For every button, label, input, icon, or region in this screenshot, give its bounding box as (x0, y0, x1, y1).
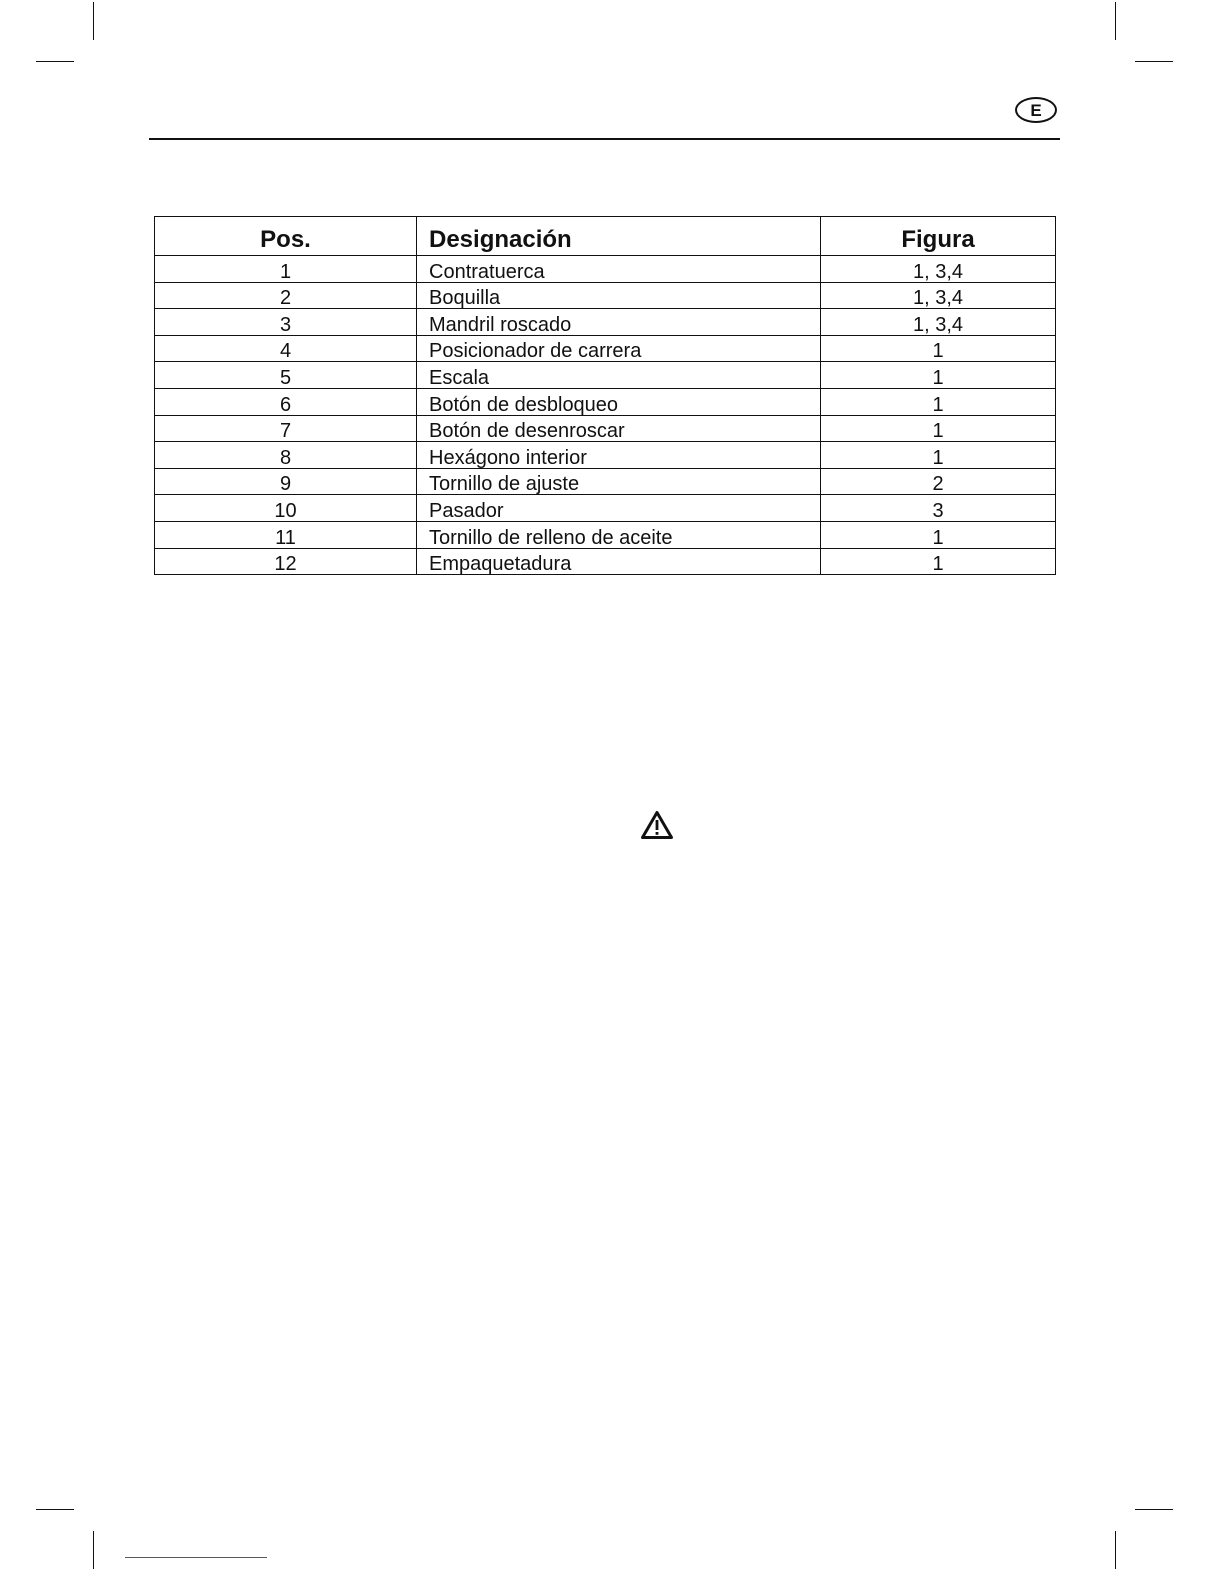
table-row (155, 468, 1056, 495)
cell-designation: Botón de desenroscar (417, 415, 821, 442)
cell-pos: 8 (155, 442, 417, 469)
cell-pos: 9 (155, 468, 417, 495)
header-designation: Designación (417, 217, 821, 256)
cell-designation: Mandril roscado (417, 309, 821, 336)
crop-mark-bottom-left-vertical (93, 1531, 94, 1569)
table-row (155, 362, 1056, 389)
table-header-row (155, 217, 1056, 256)
header-pos: Pos. (155, 217, 417, 256)
cell-figure: 1 (821, 388, 1056, 415)
cell-pos: 4 (155, 335, 417, 362)
table-row (155, 442, 1056, 469)
crop-mark-top-right-vertical (1115, 2, 1116, 40)
table-row (155, 495, 1056, 522)
cell-pos: 3 (155, 309, 417, 336)
parts-table (154, 216, 1056, 575)
cell-figure: 1 (821, 521, 1056, 548)
table-row (155, 388, 1056, 415)
cell-designation: Contratuerca (417, 256, 821, 283)
crop-mark-top-left-horizontal (36, 61, 74, 62)
header-rule (149, 138, 1060, 140)
cell-designation: Hexágono interior (417, 442, 821, 469)
cell-designation: Boquilla (417, 282, 821, 309)
cell-pos: 2 (155, 282, 417, 309)
crop-mark-bottom-right-vertical (1115, 1531, 1116, 1569)
crop-mark-bottom-right-horizontal (1135, 1509, 1173, 1510)
cell-designation: Tornillo de ajuste (417, 468, 821, 495)
cell-designation: Posicionador de carrera (417, 335, 821, 362)
crop-mark-top-left-vertical (93, 2, 94, 40)
cell-designation: Empaquetadura (417, 548, 821, 575)
table-row (155, 309, 1056, 336)
cell-pos: 5 (155, 362, 417, 389)
crop-mark-top-right-horizontal (1135, 61, 1173, 62)
cell-designation: Tornillo de relleno de aceite (417, 521, 821, 548)
cell-figure: 1, 3,4 (821, 282, 1056, 309)
table-row (155, 256, 1056, 283)
cell-figure: 1 (821, 442, 1056, 469)
header-figure: Figura (821, 217, 1056, 256)
cell-figure: 1, 3,4 (821, 309, 1056, 336)
table-row (155, 415, 1056, 442)
cell-pos: 11 (155, 521, 417, 548)
crop-mark-bottom-left-horizontal (36, 1509, 74, 1510)
cell-pos: 7 (155, 415, 417, 442)
footer-link-line (125, 1557, 267, 1558)
cell-designation: Pasador (417, 495, 821, 522)
cell-pos: 12 (155, 548, 417, 575)
table-row (155, 548, 1056, 575)
table-row (155, 282, 1056, 309)
cell-figure: 2 (821, 468, 1056, 495)
cell-figure: 1, 3,4 (821, 256, 1056, 283)
cell-figure: 1 (821, 335, 1056, 362)
table-row (155, 521, 1056, 548)
cell-designation: Escala (417, 362, 821, 389)
cell-pos: 1 (155, 256, 417, 283)
cell-pos: 10 (155, 495, 417, 522)
warning-triangle-icon (640, 810, 674, 840)
cell-figure: 1 (821, 415, 1056, 442)
table-row (155, 335, 1056, 362)
cell-figure: 1 (821, 362, 1056, 389)
cell-designation: Botón de desbloqueo (417, 388, 821, 415)
cell-pos: 6 (155, 388, 417, 415)
table-body (155, 256, 1056, 575)
cell-figure: 1 (821, 548, 1056, 575)
language-badge: E (1015, 97, 1057, 123)
cell-figure: 3 (821, 495, 1056, 522)
